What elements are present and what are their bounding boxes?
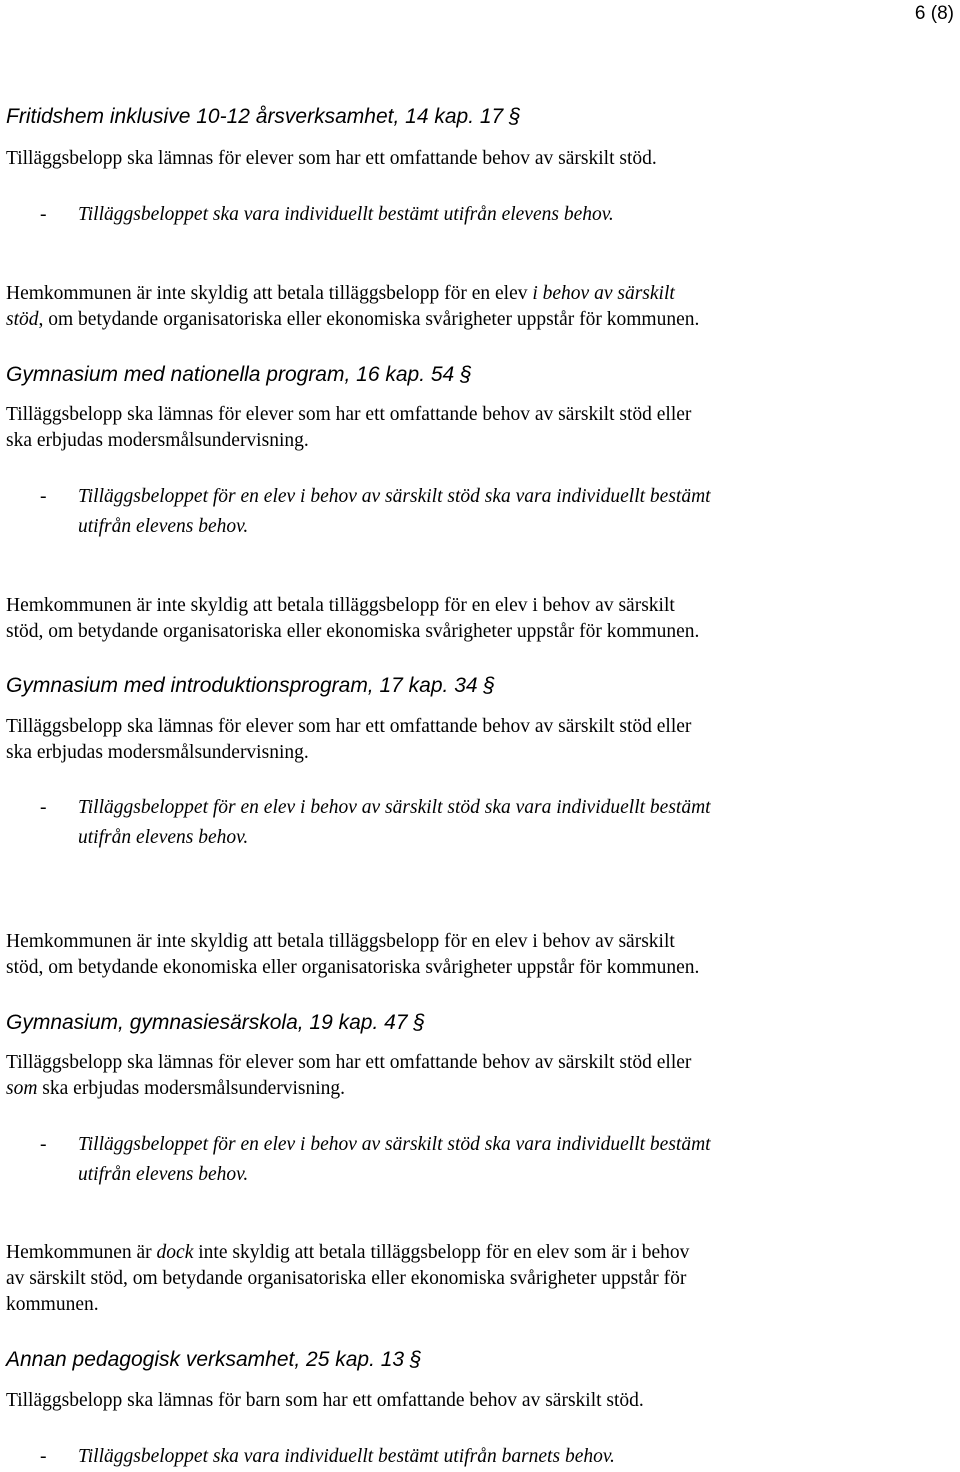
bullet-text: Tilläggsbeloppet ska vara individuellt bestämt utifrån barnets behov. (78, 1446, 615, 1467)
text-line: inte skyldig att betala tilläggsbelopp för en elev som är i behov (193, 1242, 690, 1263)
bullet-dash: - (40, 204, 47, 225)
bullet-item (40, 793, 711, 853)
bullet-text: utifrån elevens behov. (78, 1164, 249, 1185)
text-line: Hemkommunen är inte skyldig att betala tilläggsbelopp för en elev i behov av särskilt (6, 595, 675, 616)
paragraph-text: Hemkommunen är inte skyldig att betala tilläggsbelopp för en elev (6, 283, 533, 304)
text-line: Hemkommunen är (6, 1242, 157, 1263)
section-heading-introduktionsprogram: Gymnasium med introduktionsprogram, 17 kap. 34 § (6, 674, 496, 697)
section-paragraph (6, 929, 699, 981)
bullet-item (40, 1130, 711, 1190)
section-text (6, 402, 691, 454)
page-number: 6 (8) (914, 3, 954, 24)
text-line: av särskilt stöd, om betydande organisatoriska eller ekonomiska svårigheter uppstår för (6, 1268, 687, 1289)
bullet-text: utifrån elevens behov. (78, 827, 249, 848)
text-line: ska erbjudas modersmålsundervisning. (6, 430, 309, 451)
text-line: Tilläggsbelopp ska lämnas för elever som har ett omfattande behov av särskilt stöd eller (6, 1052, 692, 1073)
text-line: ska erbjudas modersmålsundervisning. (37, 1078, 346, 1099)
text-line: kommunen. (6, 1294, 99, 1315)
bullet-item (40, 1442, 615, 1472)
bullet-dash: - (40, 1446, 47, 1467)
text-line: ska erbjudas modersmålsundervisning. (6, 742, 309, 763)
bullet-text: Tilläggsbeloppet för en elev i behov av särskilt stöd ska vara individuellt bestämt (78, 1134, 711, 1155)
section-heading-nationella-program: Gymnasium med nationella program, 16 kap. 54 § (6, 363, 472, 386)
bullet-dash: - (40, 486, 47, 507)
text-line: Hemkommunen är inte skyldig att betala tilläggsbelopp för en elev i behov av särskilt (6, 931, 675, 952)
paragraph-italic-text: stöd (6, 309, 39, 330)
bullet-text: Tilläggsbeloppet ska vara individuellt bestämt utifrån elevens behov. (78, 204, 614, 225)
text-line: Tilläggsbelopp ska lämnas för elever som har ett omfattande behov av särskilt stöd eller (6, 404, 692, 425)
paragraph-text: , om betydande organisatoriska eller ekonomiska svårigheter uppstår för kommunen. (38, 309, 700, 330)
bullet-dash: - (40, 797, 47, 818)
bullet-text: Tilläggsbeloppet för en elev i behov av särskilt stöd ska vara individuellt bestämt (78, 797, 711, 818)
section-heading-fritidshem: Fritidshem inklusive 10-12 årsverksamhet, 14 kap. 17 § (6, 105, 521, 128)
section-paragraph (6, 593, 699, 645)
text-line: stöd, om betydande ekonomiska eller organisatoriska svårigheter uppstår för kommunen. (6, 957, 700, 978)
text-line: Tilläggsbelopp ska lämnas för elever som har ett omfattande behov av särskilt stöd eller (6, 716, 692, 737)
section-paragraph (6, 1240, 689, 1318)
bullet-text: Tilläggsbeloppet för en elev i behov av särskilt stöd ska vara individuellt bestämt (78, 486, 711, 507)
text-italic: dock (156, 1242, 194, 1263)
section-paragraph (6, 281, 699, 333)
bullet-dash: - (40, 1134, 47, 1155)
section-text (6, 1050, 691, 1102)
section-heading-annan-pedagogisk: Annan pedagogisk verksamhet, 25 kap. 13 § (6, 1348, 422, 1371)
section-heading-gymnasiesarskola: Gymnasium, gymnasiesärskola, 19 kap. 47 § (6, 1011, 426, 1034)
text-line: stöd, om betydande organisatoriska eller ekonomiska svårigheter uppstår för kommunen. (6, 621, 700, 642)
section-text (6, 714, 691, 766)
paragraph-italic-text: i behov av särskilt (532, 283, 675, 304)
bullet-item (40, 200, 614, 230)
section-text: Tilläggsbelopp ska lämnas för elever som har ett omfattande behov av särskilt stöd. (6, 148, 657, 169)
section-text: Tilläggsbelopp ska lämnas för barn som har ett omfattande behov av särskilt stöd. (6, 1390, 644, 1411)
text-italic: som (6, 1078, 38, 1099)
bullet-item (40, 482, 711, 542)
bullet-text: utifrån elevens behov. (78, 516, 249, 537)
